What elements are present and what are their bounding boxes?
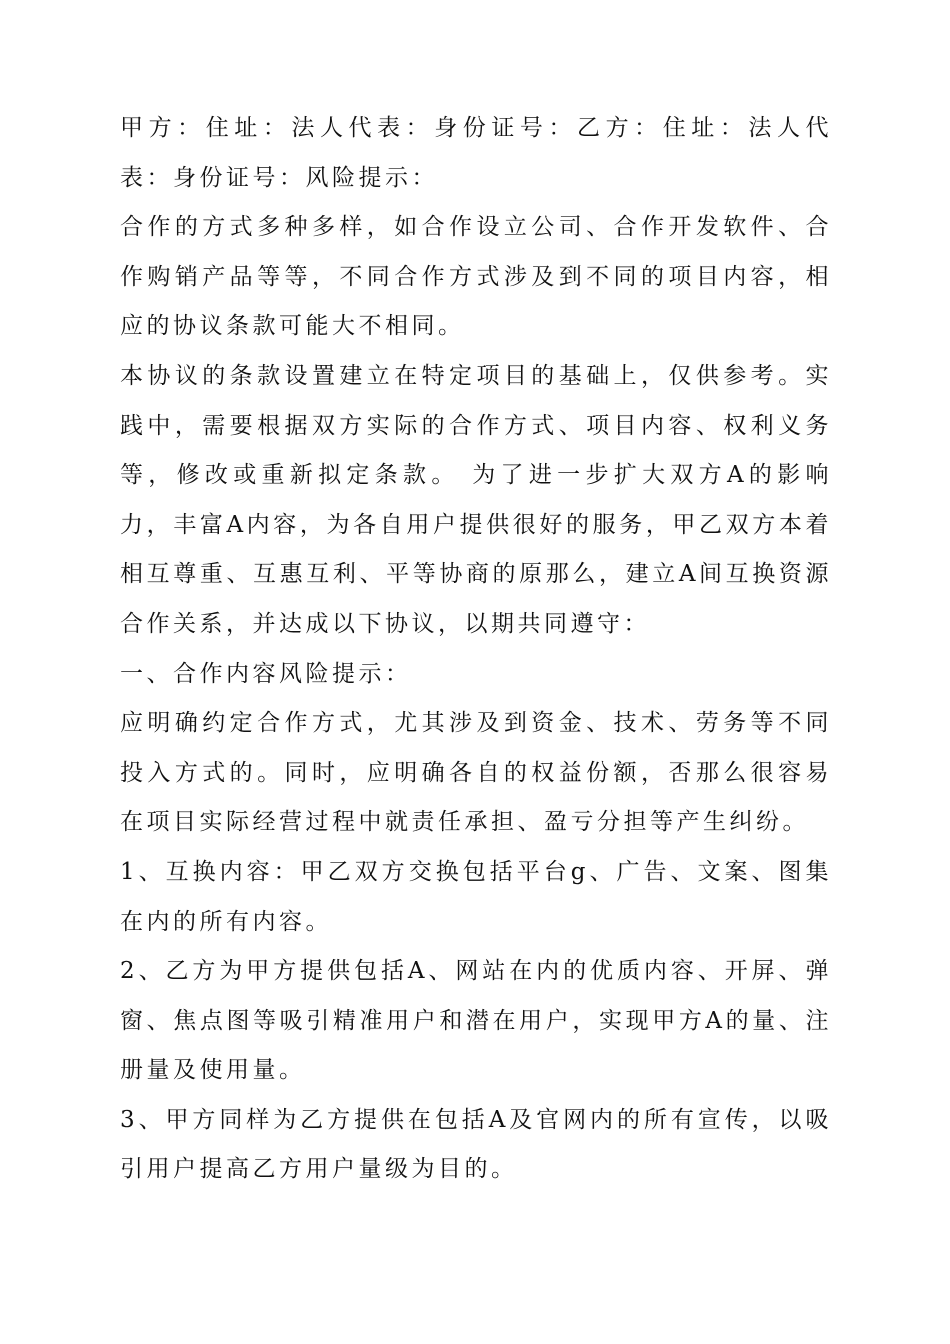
section-heading-cooperation-content: 一、合作内容风险提示：	[120, 660, 412, 687]
clause-2-paragraph: 2、乙方为甲方提供包括A、网站在内的优质内容、开屏、弹窗、焦点图等吸引精准用户和潜在用户，实现甲方A的量、注册量及使用量。	[120, 958, 832, 1084]
cooperation-methods-paragraph: 合作的方式多种多样，如合作设立公司、合作开发软件、合作购销产品等等，不同合作方式涉及到不同的项目内容，相应的协议条款可能大不相同。	[120, 214, 832, 340]
clause-1-paragraph: 1、互换内容：甲乙双方交换包括平台g、广告、文案、图集在内的所有内容。	[120, 858, 832, 935]
risk-note-paragraph: 应明确约定合作方式，尤其涉及到资金、技术、劳务等不同投入方式的。同时，应明确各自的权益份额，否那么很容易在项目实际经营过程中就责任承担、盈亏分担等产生纠纷。	[120, 710, 832, 836]
clause-3-paragraph: 3、甲方同样为乙方提供在包括A及官网内的所有宣传，以吸引用户提高乙方用户量级为目的。	[120, 1106, 832, 1183]
agreement-preamble-paragraph: 本协议的条款设置建立在特定项目的基础上，仅供参考。实践中，需要根据双方实际的合作方式、项目内容、权利义务等，修改或重新拟定条款。 为了进一步扩大双方A的影响力，丰富A内容，为各自用户提供很好的服务，甲乙双方本着相互尊重、互惠互利、平等协商的原那么，建立A间互换资源合作关系，并达成以下协议，以期共同遵守：	[120, 362, 832, 637]
party-info-paragraph: 甲方：住址：法人代表：身份证号：乙方：住址：法人代表：身份证号：风险提示：	[120, 115, 832, 191]
document-body	[120, 104, 832, 1195]
